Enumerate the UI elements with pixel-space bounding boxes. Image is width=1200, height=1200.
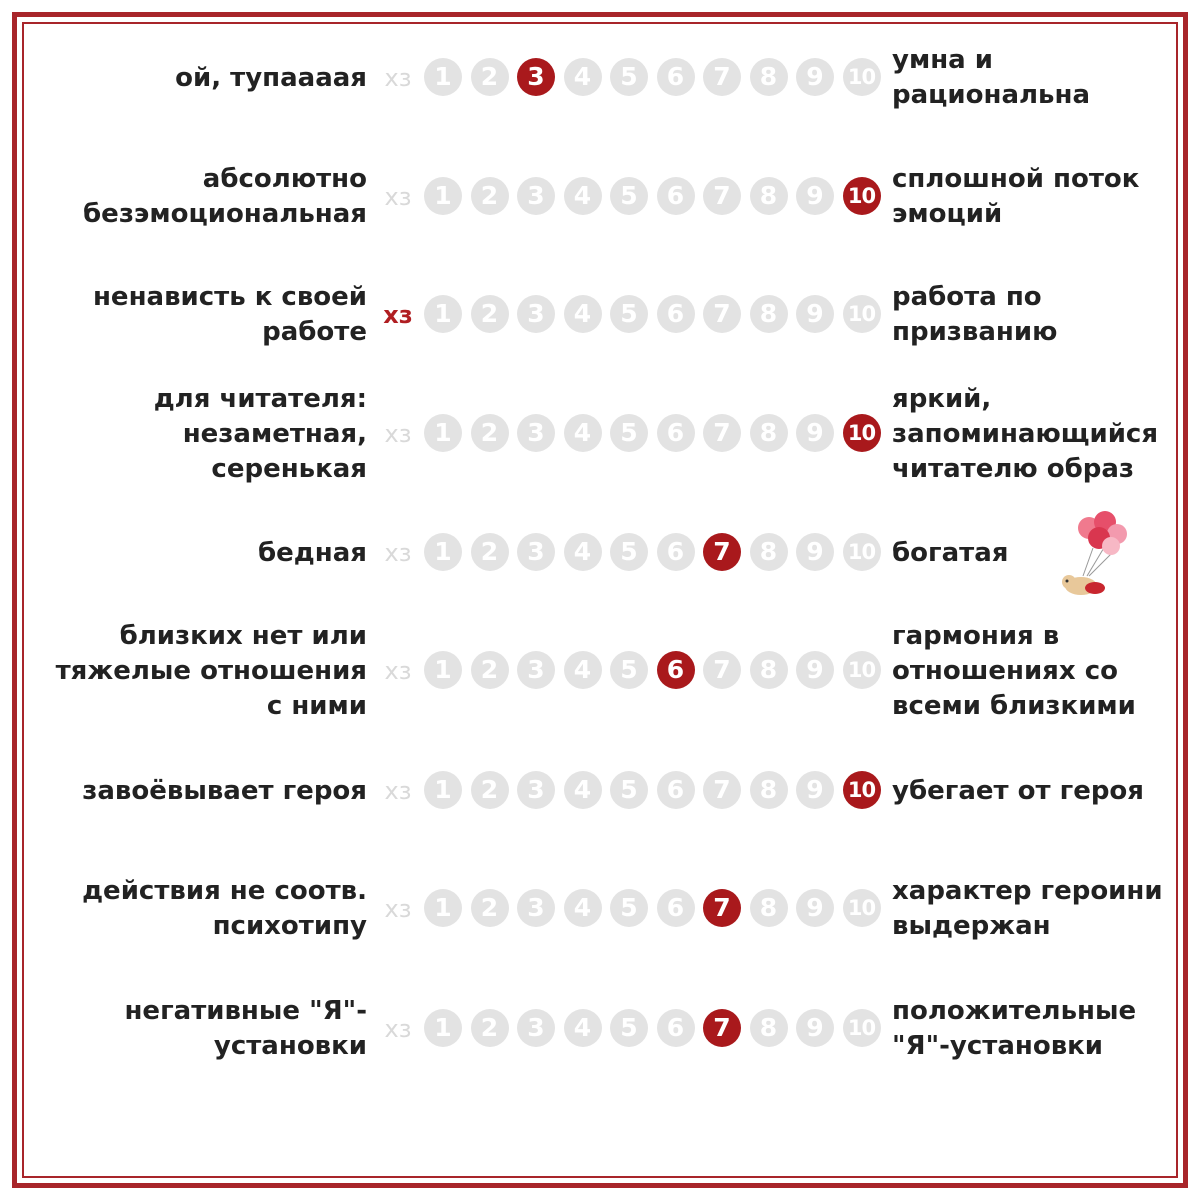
rating-option-10[interactable]: 10 — [843, 1009, 881, 1047]
right-label — [892, 994, 1136, 1064]
rating-option-xz[interactable]: хз — [383, 301, 413, 329]
left-label — [154, 382, 367, 487]
rating-option-3[interactable]: 3 — [517, 295, 555, 333]
rating-option-8[interactable]: 8 — [750, 533, 788, 571]
rating-option-2[interactable]: 2 — [471, 889, 509, 927]
rating-option-10[interactable]: 10 — [843, 295, 881, 333]
rating-option-8[interactable]: 8 — [750, 414, 788, 452]
rating-option-6[interactable]: 6 — [657, 533, 695, 571]
rating-option-3[interactable]: 3 — [517, 414, 555, 452]
rating-option-1[interactable]: 1 — [424, 889, 462, 927]
right-label-line: "Я"-установки — [892, 1031, 1104, 1061]
right-label-line: сплошной поток — [892, 164, 1140, 194]
rating-option-3[interactable]: 3 — [517, 58, 555, 96]
rating-option-3[interactable]: 3 — [517, 889, 555, 927]
rating-option-1[interactable]: 1 — [424, 58, 462, 96]
right-label — [892, 43, 1090, 113]
rating-option-7[interactable]: 7 — [703, 1009, 741, 1047]
rating-option-10[interactable]: 10 — [843, 889, 881, 927]
right-label-line: убегает от героя — [892, 775, 1144, 806]
rating-option-1[interactable]: 1 — [424, 1009, 462, 1047]
rating-option-9[interactable]: 9 — [796, 58, 834, 96]
rating-option-6[interactable]: 6 — [657, 58, 695, 96]
rating-option-4[interactable]: 4 — [564, 889, 602, 927]
right-label-line: запоминающийся — [892, 418, 1159, 449]
rating-scale — [378, 533, 888, 573]
rating-option-9[interactable]: 9 — [796, 889, 834, 927]
left-label-line: серенькая — [211, 453, 367, 484]
rating-option-7[interactable]: 7 — [703, 177, 741, 215]
rating-option-10[interactable]: 10 — [843, 177, 881, 215]
rating-option-4[interactable]: 4 — [564, 177, 602, 215]
rating-option-3[interactable]: 3 — [517, 771, 555, 809]
right-label-line: выдержан — [892, 911, 1051, 941]
left-label-line: ой, тупаааая — [175, 62, 367, 93]
rating-option-7[interactable]: 7 — [703, 295, 741, 333]
right-label-line: отношениях со — [892, 655, 1118, 686]
rating-option-5[interactable]: 5 — [610, 533, 648, 571]
rating-scale — [378, 414, 888, 454]
rating-option-2[interactable]: 2 — [471, 533, 509, 571]
right-label — [892, 536, 1008, 571]
rating-option-1[interactable]: 1 — [424, 414, 462, 452]
rating-option-10[interactable]: 10 — [843, 414, 881, 452]
rating-option-1[interactable]: 1 — [424, 533, 462, 571]
rating-option-2[interactable]: 2 — [471, 771, 509, 809]
rating-scale — [378, 651, 888, 691]
rating-option-9[interactable]: 9 — [796, 533, 834, 571]
right-label — [892, 874, 1163, 944]
rating-option-9[interactable]: 9 — [796, 414, 834, 452]
right-label — [892, 162, 1139, 232]
rating-option-1[interactable]: 1 — [424, 651, 462, 689]
rating-option-1[interactable]: 1 — [424, 295, 462, 333]
left-label — [124, 994, 367, 1064]
right-label — [892, 382, 1158, 487]
right-label-line: читателю образ — [892, 453, 1135, 484]
rating-option-4[interactable]: 4 — [564, 414, 602, 452]
rating-option-6[interactable]: 6 — [657, 651, 695, 689]
right-label-line: всеми близкими — [892, 690, 1136, 721]
rating-option-7[interactable]: 7 — [703, 533, 741, 571]
left-label-line: незаметная, — [182, 418, 367, 449]
left-label-line: с ними — [266, 690, 367, 721]
rating-option-5[interactable]: 5 — [610, 177, 648, 215]
rating-scale — [378, 889, 888, 929]
rating-option-6[interactable]: 6 — [657, 177, 695, 215]
rating-option-7[interactable]: 7 — [703, 651, 741, 689]
rating-option-9[interactable]: 9 — [796, 651, 834, 689]
left-label-line: безэмоциональная — [83, 199, 367, 229]
rating-option-7[interactable]: 7 — [703, 58, 741, 96]
rating-option-5[interactable]: 5 — [610, 771, 648, 809]
rating-option-9[interactable]: 9 — [796, 771, 834, 809]
rating-option-8[interactable]: 8 — [750, 889, 788, 927]
rating-scale — [378, 1009, 888, 1049]
left-label — [56, 619, 367, 724]
left-label-line: действия не соотв. — [82, 876, 367, 906]
left-label-line: абсолютно — [202, 164, 367, 194]
right-label — [892, 619, 1136, 724]
right-label-line: работа по — [892, 282, 1042, 312]
rating-option-xz[interactable]: хз — [384, 777, 412, 805]
left-label — [93, 280, 367, 350]
rating-option-8[interactable]: 8 — [750, 58, 788, 96]
rating-option-xz[interactable]: хз — [384, 657, 412, 685]
left-label-line: установки — [213, 1031, 367, 1061]
left-label — [83, 162, 367, 232]
left-label-line: завоёвывает героя — [82, 775, 367, 806]
rating-option-4[interactable]: 4 — [564, 1009, 602, 1047]
rating-option-6[interactable]: 6 — [657, 295, 695, 333]
rating-scale — [378, 295, 888, 335]
rating-option-3[interactable]: 3 — [517, 1009, 555, 1047]
rating-option-xz[interactable]: хз — [384, 64, 412, 92]
rating-option-xz[interactable]: хз — [384, 895, 412, 923]
left-label-line: для читателя: — [153, 383, 367, 414]
rating-option-8[interactable]: 8 — [750, 1009, 788, 1047]
left-label-line: психотипу — [212, 911, 367, 941]
right-label-line: эмоций — [892, 199, 1003, 229]
left-label-line: ненависть к своей — [92, 282, 367, 312]
rating-option-xz[interactable]: хз — [384, 1015, 412, 1043]
left-label-line: тяжелые отношения — [55, 655, 367, 686]
rating-option-4[interactable]: 4 — [564, 58, 602, 96]
rating-option-3[interactable]: 3 — [517, 177, 555, 215]
rating-scale — [378, 177, 888, 217]
rating-option-5[interactable]: 5 — [610, 414, 648, 452]
left-label — [82, 774, 367, 809]
rating-option-xz[interactable]: хз — [384, 183, 412, 211]
left-label-line: негативные "Я"- — [124, 996, 367, 1026]
right-label — [892, 280, 1057, 350]
rating-option-9[interactable]: 9 — [796, 1009, 834, 1047]
rating-option-10[interactable]: 10 — [843, 771, 881, 809]
left-label-line: работе — [262, 317, 367, 347]
right-label-line: призванию — [892, 317, 1058, 347]
rating-option-4[interactable]: 4 — [564, 771, 602, 809]
right-label-line: умна и — [892, 45, 993, 75]
right-label-line: гармония в — [892, 620, 1060, 651]
right-label-line: положительные — [892, 996, 1137, 1026]
rating-option-6[interactable]: 6 — [657, 414, 695, 452]
rating-option-1[interactable]: 1 — [424, 177, 462, 215]
rating-option-5[interactable]: 5 — [610, 58, 648, 96]
rating-option-2[interactable]: 2 — [471, 651, 509, 689]
rating-option-5[interactable]: 5 — [610, 889, 648, 927]
rating-option-2[interactable]: 2 — [471, 414, 509, 452]
rating-option-xz[interactable]: хз — [384, 420, 412, 448]
rating-option-10[interactable]: 10 — [843, 651, 881, 689]
rating-scale — [378, 771, 888, 811]
left-label-line: близких нет или — [119, 620, 367, 651]
rating-option-xz[interactable]: хз — [384, 539, 412, 567]
left-label — [82, 874, 367, 944]
right-label-line: рациональна — [892, 80, 1091, 110]
rating-option-3[interactable]: 3 — [517, 533, 555, 571]
rating-option-7[interactable]: 7 — [703, 889, 741, 927]
rating-option-7[interactable]: 7 — [703, 771, 741, 809]
rating-option-6[interactable]: 6 — [657, 771, 695, 809]
right-label-line: богатая — [892, 537, 1009, 568]
right-label-line: яркий, — [892, 383, 992, 414]
rating-option-10[interactable]: 10 — [843, 533, 881, 571]
rating-option-9[interactable]: 9 — [796, 295, 834, 333]
rating-option-4[interactable]: 4 — [564, 651, 602, 689]
rating-scale — [378, 58, 888, 98]
rating-option-8[interactable]: 8 — [750, 177, 788, 215]
rating-option-5[interactable]: 5 — [610, 295, 648, 333]
rating-option-5[interactable]: 5 — [610, 651, 648, 689]
rating-option-8[interactable]: 8 — [750, 651, 788, 689]
rating-option-9[interactable]: 9 — [796, 177, 834, 215]
rating-option-6[interactable]: 6 — [657, 1009, 695, 1047]
rating-option-2[interactable]: 2 — [471, 295, 509, 333]
rating-option-6[interactable]: 6 — [657, 889, 695, 927]
rating-option-1[interactable]: 1 — [424, 771, 462, 809]
right-label — [892, 774, 1144, 809]
left-label — [175, 61, 367, 96]
rating-option-4[interactable]: 4 — [564, 295, 602, 333]
rating-option-4[interactable]: 4 — [564, 533, 602, 571]
rating-option-3[interactable]: 3 — [517, 651, 555, 689]
rating-option-8[interactable]: 8 — [750, 295, 788, 333]
rating-option-2[interactable]: 2 — [471, 1009, 509, 1047]
left-label-line: бедная — [258, 537, 367, 568]
rating-option-2[interactable]: 2 — [471, 58, 509, 96]
rating-option-10[interactable]: 10 — [843, 58, 881, 96]
rating-option-8[interactable]: 8 — [750, 771, 788, 809]
rating-option-2[interactable]: 2 — [471, 177, 509, 215]
rating-option-5[interactable]: 5 — [610, 1009, 648, 1047]
right-label-line: характер героини — [892, 876, 1163, 906]
left-label — [258, 536, 367, 571]
balloon-dog-sticker-icon — [1055, 508, 1135, 603]
rating-option-7[interactable]: 7 — [703, 414, 741, 452]
